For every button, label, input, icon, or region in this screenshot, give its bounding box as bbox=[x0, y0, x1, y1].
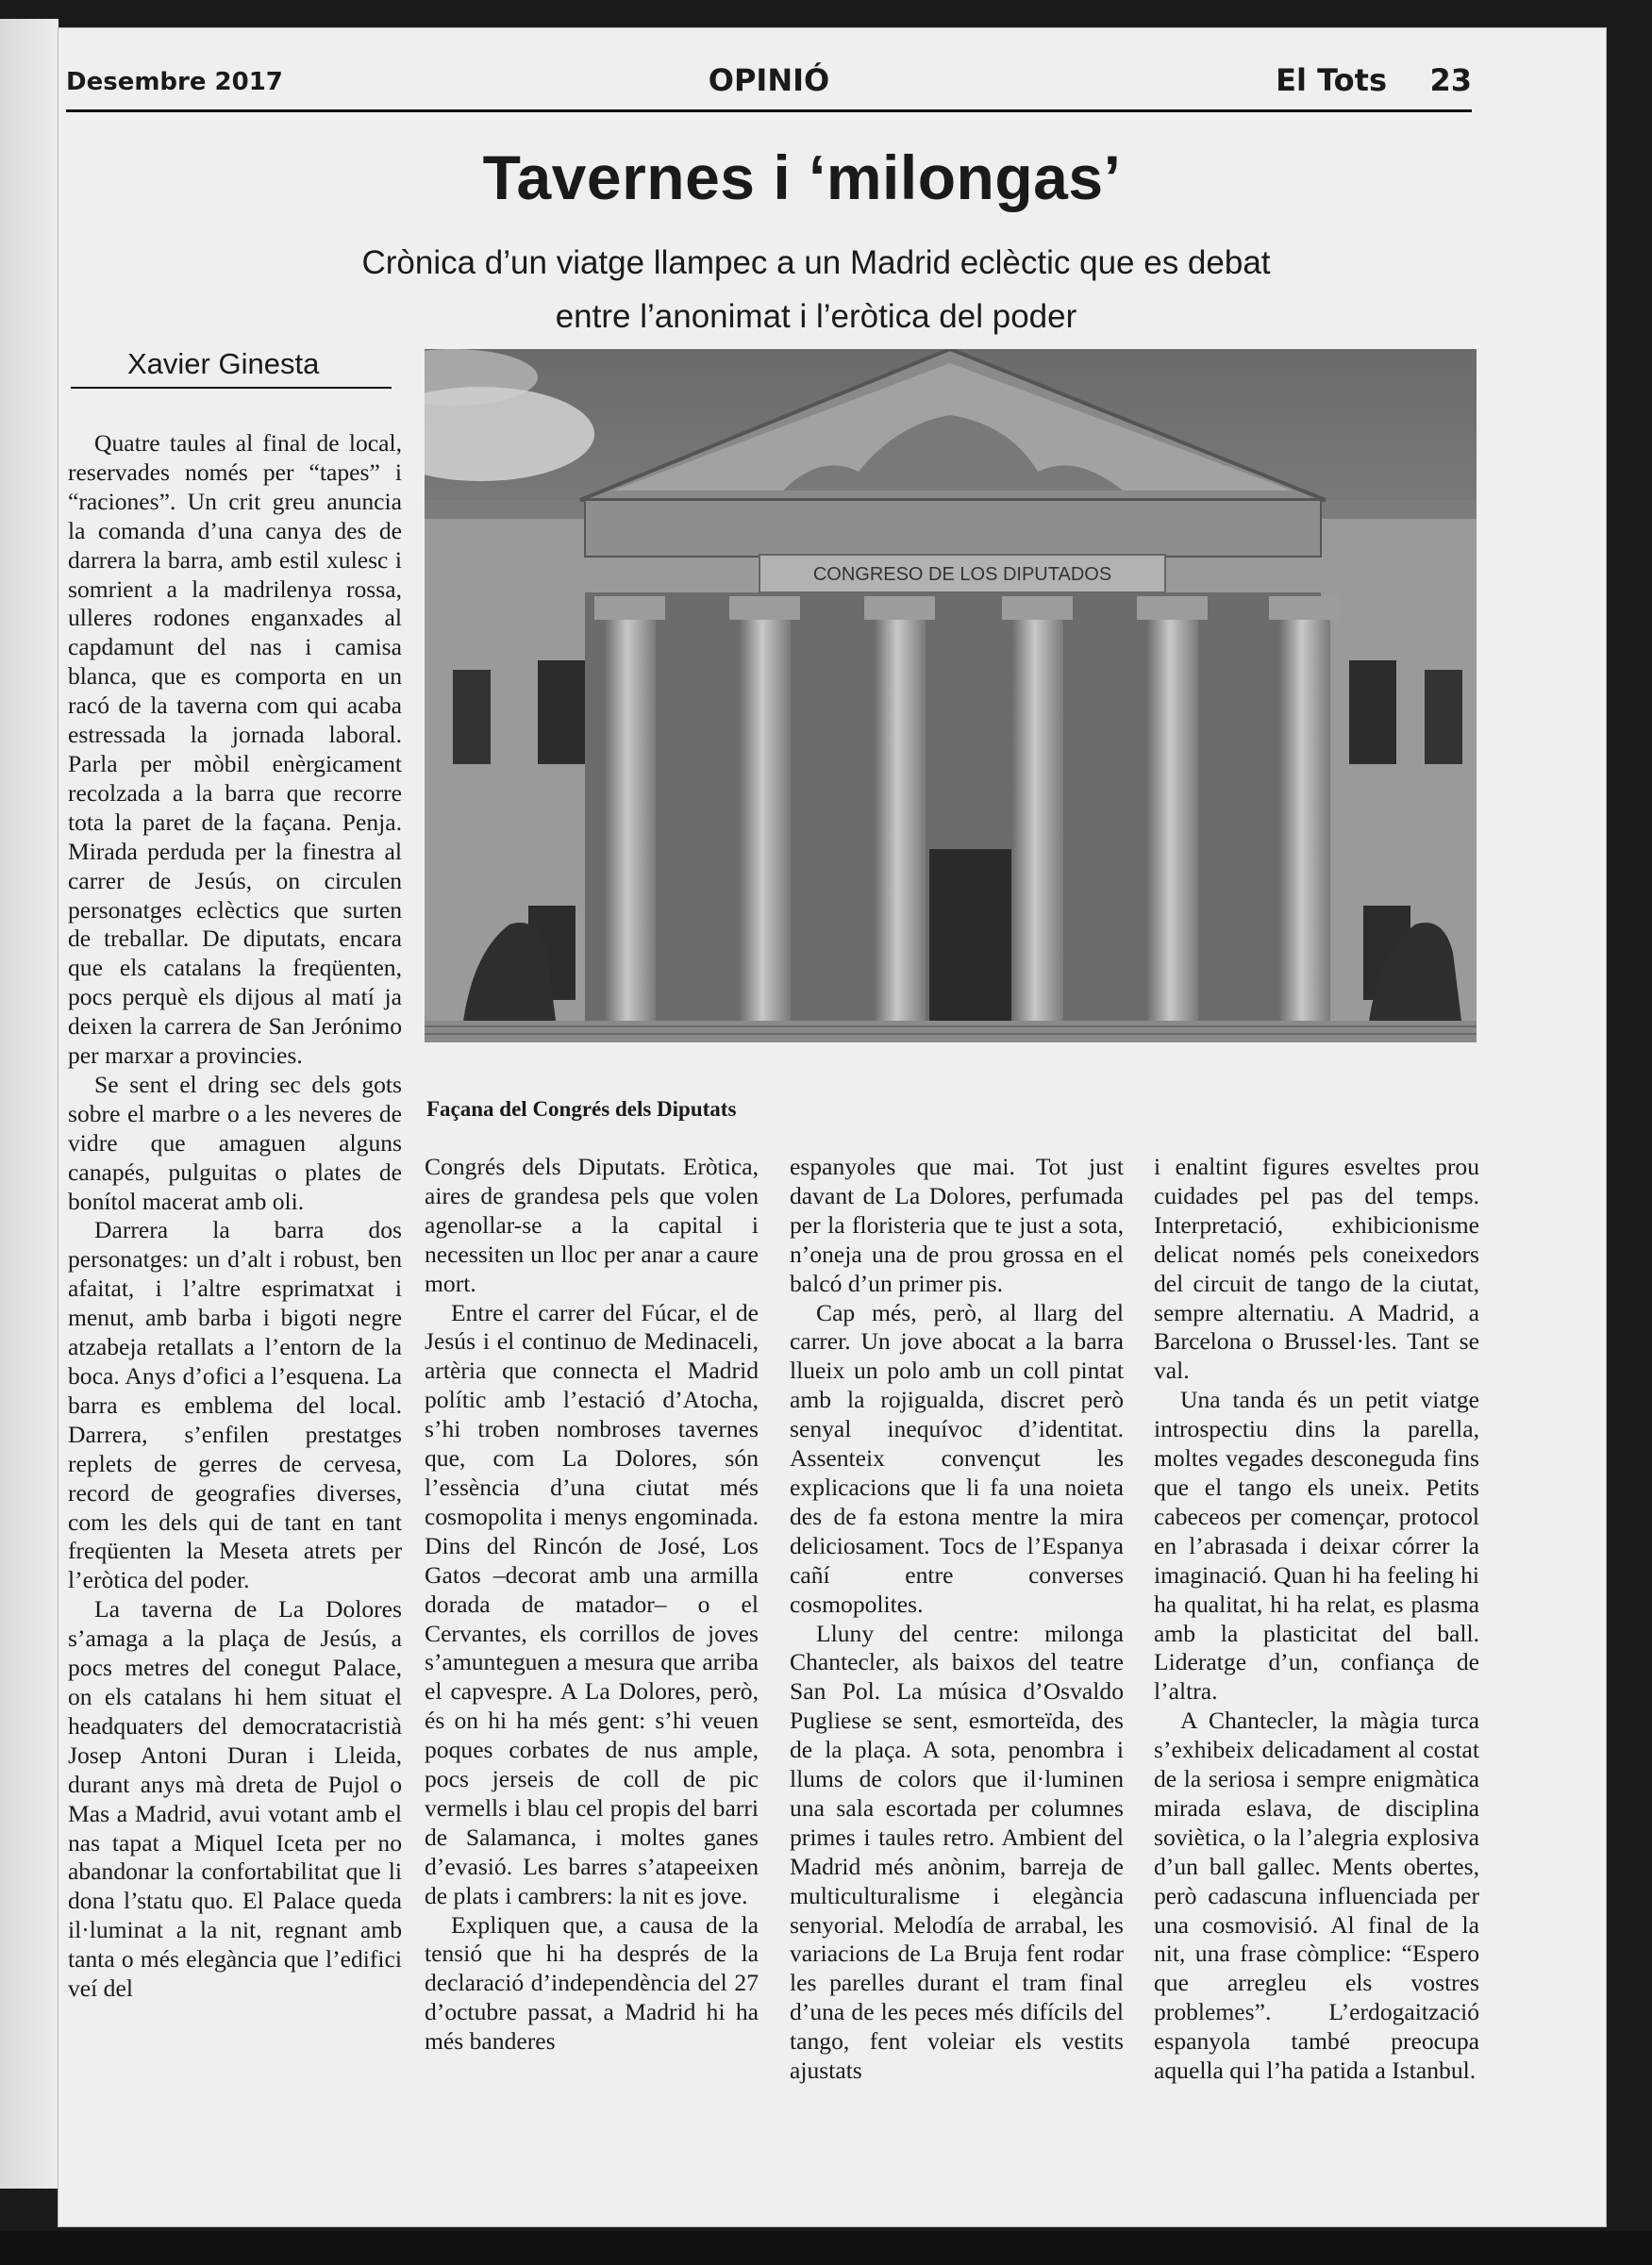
header-publication: El Tots bbox=[1276, 62, 1387, 98]
article-title: Tavernes i ‘milongas’ bbox=[482, 142, 1122, 212]
article-subtitle bbox=[236, 236, 1396, 343]
paragraph: Entre el carrer del Fúcar, el de Jesús i el continuo de Medinaceli, artèria que connecta el Madrid polític amb l’estació d’Atocha, s’hi troben nombroses tavernes que, com La Dolores, són l’essència d’una ciutat més cosmopolita i menys engominada. Dins del Rincón de José, Los Gatos –decorat amb una armilla dorada de matador– o el Cervantes, els corrillos de joves s’amunteguen a mesura que arriba el capvespre. A La Dolores, però, és on hi ha més gent: s’hi veuen poques corbates de nus ample, pocs jerseis de coll de pic vermells i blau cel propis del barri de Salamanca, i moltes ganes d’evasió. Les barres s’atapeeixen de plats i cambrers: la nit es jove. bbox=[425, 1298, 759, 1909]
article-column-3 bbox=[790, 1153, 1124, 2086]
page-header bbox=[66, 58, 1472, 112]
paragraph: Se sent el dring sec dels gots sobre el marbre o a les neveres de vidre que amaguen alguns canapés, pulguitas o plates de bonítol macerat amb oli. bbox=[68, 1070, 402, 1215]
paragraph: i enaltint figures esveltes prou cuidades pel pas del temps. Interpretació, exhibicionisme delicat només pels coneixedors del circuit de tango de la ciutat, sempre alternatiu. A Madrid, a Barcelona o Brussel·les. Tant se val. bbox=[1154, 1153, 1479, 1385]
congress-facade-photo bbox=[425, 349, 1477, 1042]
paragraph: Quatre taules al final de local, reservades només per “tapes” i “raciones”. Un crit greu anuncia la comanda d’una canya des de darrera la barra, amb estil xulesc i somrient a la madrilenya rossa, ulleres rodones enganxades al capdamunt del nas i camisa blanca, que es comporta en un racó de la taverna com qui acaba estressada la jornada laboral. Parla per mòbil enèrgicament recolzada a la barra que recorre tota la paret de la façana. Penja. Mirada perduda per la finestra al carrer de Jesús, on circulen personatges eclèctics que surten de treballar. De diputats, encara que els catalans la freqüenten, pocs perquè els dijous al matí ja deixen la carrera de San Jerónimo per marxar a provincies. bbox=[68, 429, 402, 1070]
paragraph: Una tanda és un petit viatge introspectiu dins la parella, moltes vegades desconeguda fins que el tango els uneix. Petits cabeceos per començar, protocol en l’abrasada i deixar córrer la imaginació. Quan hi ha feeling hi ha qualitat, hi ha relat, es plasma amb la plasticitat del ball. Lideratge d’un, confiança de l’altra. bbox=[1154, 1386, 1479, 1706]
article-column-2 bbox=[425, 1153, 759, 2057]
header-page-number: 23 bbox=[1429, 62, 1472, 98]
scan-border bbox=[0, 2231, 1652, 2265]
subtitle-line-2: entre l’anonimat i l’eròtica del poder bbox=[555, 298, 1077, 335]
paragraph: Darrera la barra dos personatges: un d’alt i robust, ben afaitat, i l’altre esprimatxat i menut, amb barba i bigoti negre atzabeja retallats a l’entorn de la boca. Anys d’ofici a l’esquena. La barra es emblema del local. Darrera, s’enfilen prestatges replets de gerres de cervesa, record de geografies diverses, com les dels qui de tant en tant freqüenten la Meseta atrets per l’eròtica del poder. bbox=[68, 1216, 402, 1594]
paragraph: espanyoles que mai. Tot just davant de La Dolores, perfumada per la floristeria que te just a sota, n’oneja una de prou grossa en el balcó d’un primer pis. bbox=[790, 1153, 1124, 1297]
article-author: Xavier Ginesta bbox=[71, 347, 392, 389]
page-edge bbox=[0, 19, 58, 2189]
subtitle-line-1: Crònica d’un viatge llampec a un Madrid eclèctic que es debat bbox=[361, 244, 1271, 281]
header-date: Desembre 2017 bbox=[66, 68, 283, 96]
congress-facade-illustration bbox=[425, 349, 1477, 1042]
paragraph: Lluny del centre: milonga Chantecler, als baixos del teatre San Pol. La música d’Osvaldo Pugliese se sent, esmorteïda, des de la plaça. A sota, penombra i llums de colors que il·luminen una sala escortada per columnes primes i taules retro. Ambient del Madrid més anònim, barreja de multiculturalisme i elegància senyorial. Melodía de arrabal, les variacions de La Bruja fent rodar les parelles durant el tram final d’una de les peces més difícils del tango, fent voleiar els vestits ajustats bbox=[790, 1619, 1124, 2085]
paragraph: La taverna de La Dolores s’amaga a la plaça de Jesús, a pocs metres del conegut Palace, on els catalans hi hem situat el headquaters del democratacristià Josep Antoni Duran i Lleida, durant anys mà dreta de Pujol o Mas a Madrid, avui votant amb el nas tapat a Miquel Iceta per no abandonar la confortabilitat que li dona l’statu quo. El Palace queda il·luminat a la nit, regnant amb tanta o més elegància que l’edifici veí del bbox=[68, 1595, 402, 2003]
article-column-1 bbox=[68, 429, 402, 2004]
photo-caption: Façana del Congrés dels Diputats bbox=[426, 1097, 737, 1121]
paragraph: Congrés dels Diputats. Eròtica, aires de grandesa pels que volen agenollar-se a la capital i necessiten un lloc per anar a caure mort. bbox=[425, 1153, 759, 1297]
facade-sign-text: CONGRESO DE LOS DIPUTADOS bbox=[812, 564, 1112, 585]
header-section: OPINIÓ bbox=[708, 62, 830, 98]
paragraph: Expliquen que, a causa de la tensió que hi ha després de la declaració d’independència del 27 d’octubre passat, a Madrid hi ha més banderes bbox=[425, 1910, 759, 2056]
paragraph: Cap més, però, al llarg del carrer. Un jove abocat a la barra llueix un polo amb un coll pintat amb la rojigualda, discret però senyal inequívoc d’identitat. Assenteix convençut les explicacions que li fa una noieta des de fa estona mentre la mira deliciosament. Tocs de l’Espanya cañí entre converses cosmopolites. bbox=[790, 1298, 1124, 1618]
article-column-4 bbox=[1154, 1153, 1479, 2086]
paragraph: A Chantecler, la màgia turca s’exhibeix delicadament al costat de la seriosa i sempre enigmàtica mirada eslava, de disciplina soviètica, o la l’alegria explosiva d’un ball gallec. Ments obertes, però cadascuna influenciada per una cosmovisió. Al final de la nit, una frase còmplice: “Espero que arregleu els vostres problemes”. L’erdogaització espanyola també preocupa aquella qui l’ha patida a Istanbul. bbox=[1154, 1707, 1479, 2085]
